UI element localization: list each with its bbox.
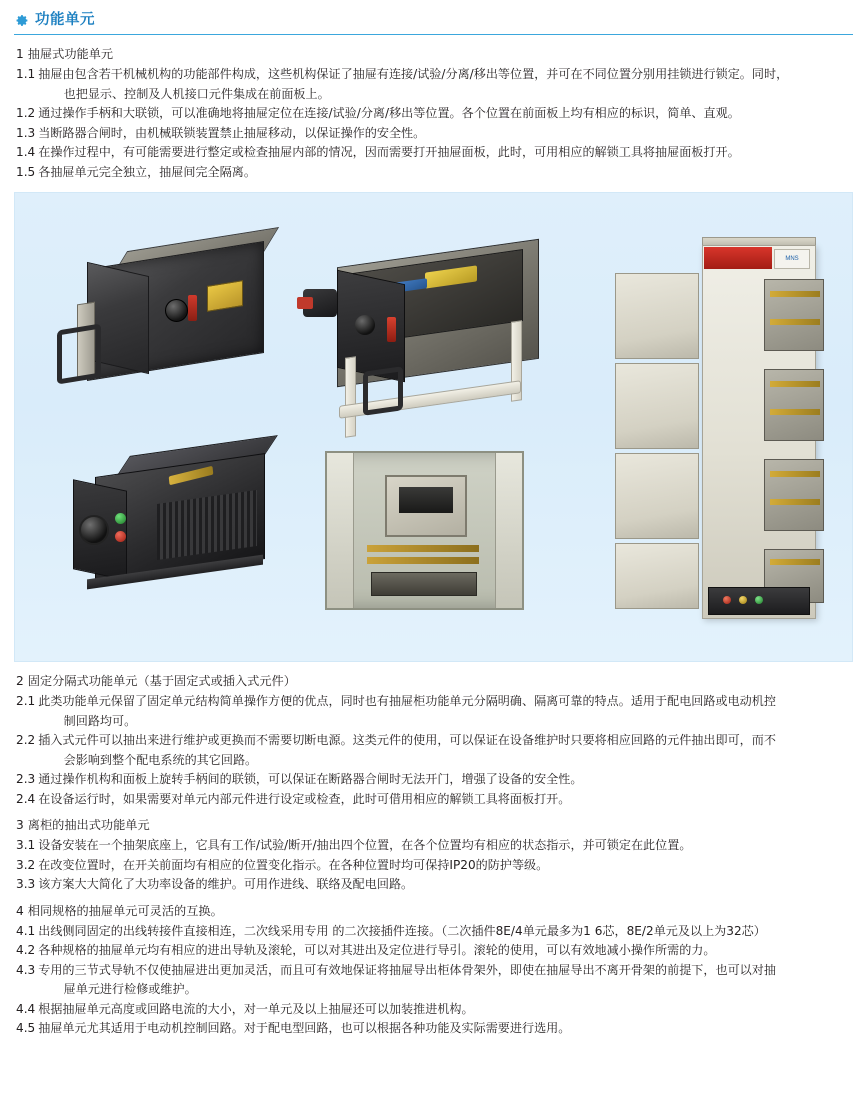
paragraph-4-2-text: 各种规格的抽屉单元均有相应的进出导轨及滚轮，可以对其进出及定位进行导引。滚轮的使用，可以有效地减小操作所需的力。 bbox=[38, 943, 716, 957]
red-lever-icon bbox=[188, 295, 197, 321]
section-3-heading bbox=[16, 815, 853, 835]
section-2-heading bbox=[16, 671, 853, 691]
paragraph-4-5-number: 4.5 bbox=[16, 1021, 36, 1035]
paragraph-4-3 bbox=[16, 961, 853, 1000]
paragraph-2-3-text: 通过操作机构和面板上旋转手柄间的联锁，可以保证在断路器合闸时无法开门，增强了设备的安全性。 bbox=[38, 772, 583, 786]
section-2-number: 2 bbox=[16, 674, 24, 688]
paragraph-3-2 bbox=[16, 856, 853, 876]
paragraph-1-5-text: 各抽屉单元完全独立，抽屉间完全隔离。 bbox=[38, 164, 256, 179]
paragraph-1-1 bbox=[16, 65, 853, 104]
paragraph-4-1-number: 4.1 bbox=[16, 923, 36, 938]
photo-mns-switchgear-cabinet bbox=[615, 233, 830, 633]
side-red-marker bbox=[297, 297, 313, 309]
paragraph-1-3-number: 1.3 bbox=[16, 125, 36, 140]
gear-icon bbox=[16, 12, 29, 25]
section-3-number: 3 bbox=[16, 818, 24, 832]
rotary-knob-icon bbox=[165, 299, 188, 322]
contactor-assembly bbox=[385, 475, 467, 537]
product-photo-panel bbox=[14, 192, 853, 662]
paragraph-1-5-number: 1.5 bbox=[16, 164, 36, 179]
paragraph-1-3 bbox=[16, 124, 853, 144]
section-1-title: 抽屉式功能单元 bbox=[27, 47, 114, 61]
brass-busbar bbox=[770, 381, 820, 387]
paragraph-3-1-text: 设备安装在一个抽架底座上，它具有工作/试验/断开/抽出四个位置，在各个位置均有相应的状态指示，并可锁定在此位置。 bbox=[38, 838, 692, 852]
paragraph-3-1 bbox=[16, 836, 853, 856]
compartment-door-left bbox=[327, 453, 354, 608]
section-3 bbox=[14, 815, 853, 895]
paragraph-1-5 bbox=[16, 163, 853, 183]
functional-unit-internal-3 bbox=[764, 459, 824, 531]
section-1 bbox=[14, 44, 853, 182]
paragraph-1-2-text: 通过操作手柄和大联锁，可以准确地将抽屉定位在连接/试验/分离/移出等位置。各个位置在前面板上均有相应的标识，简单、直观。 bbox=[38, 106, 740, 120]
drawer-handle bbox=[57, 324, 101, 385]
paragraph-4-5 bbox=[16, 1019, 853, 1039]
section-4 bbox=[14, 901, 853, 1039]
paragraph-3-1-number: 3.1 bbox=[16, 838, 36, 852]
cabinet-door-4 bbox=[615, 543, 699, 609]
paragraph-1-2 bbox=[16, 104, 853, 124]
paragraph-1-1-text: 抽屉由包含若干机械机构的功能部件构成，这些机构保证了抽屉有连接/试验/分离/移出等位置，并可在不同位置分别用挂锁进行锁定。同时， bbox=[38, 67, 789, 81]
brand-label: MNS bbox=[774, 249, 810, 269]
rotary-knob-icon bbox=[79, 515, 109, 545]
cabinet-control-panel bbox=[708, 587, 810, 615]
paragraph-1-4-text: 在操作过程中，有可能需要进行整定或检查抽屉内部的情况，因而需要打开抽屉面板，此时，可用相应的解锁工具将抽屉面板打开。 bbox=[38, 145, 740, 159]
stand-leg-left bbox=[345, 356, 356, 438]
paragraph-2-1-text: 此类功能单元保留了固定单元结构简单操作方便的优点，同时也有抽屉柜功能单元分隔明确、隔离可靠的特点。适用于配电回路或电动机控 bbox=[38, 694, 776, 708]
paragraph-4-2 bbox=[16, 941, 853, 961]
cabinet-red-band bbox=[704, 247, 772, 269]
paragraph-1-1-number: 1.1 bbox=[16, 67, 36, 81]
cabinet-door-1 bbox=[615, 273, 699, 359]
brass-busbar bbox=[770, 319, 820, 325]
section-2-title: 固定分隔式功能单元（基于固定式或插入式元件） bbox=[27, 674, 296, 688]
paragraph-1-2-number: 1.2 bbox=[16, 106, 36, 120]
paragraph-3-2-text: 在改变位置时，在开关前面均有相应的位置变化指示。在各种位置时均可保持IP20的防护等级。 bbox=[38, 857, 549, 872]
section-4-number: 4 bbox=[16, 903, 24, 918]
brass-busbar bbox=[367, 557, 479, 564]
brass-busbar bbox=[770, 499, 820, 505]
paragraph-2-4-number: 2.4 bbox=[16, 791, 36, 806]
red-indicator-icon bbox=[115, 531, 126, 542]
section-4-title: 相同规格的抽屉单元可灵活的互换。 bbox=[27, 903, 223, 918]
functional-unit-internal-1 bbox=[764, 279, 824, 351]
paragraph-2-2-text: 插入式元件可以抽出来进行维护或更换而不需要切断电源。这类元件的使用，可以保证在设备维护时只要将相应回路的元件抽出即可，而不 bbox=[38, 733, 776, 747]
cabinet-door-2 bbox=[615, 363, 699, 449]
photo-fixed-compartment-unit bbox=[325, 451, 524, 610]
section-1-number: 1 bbox=[16, 47, 24, 61]
section-2 bbox=[14, 671, 853, 809]
functional-unit-internal-2 bbox=[764, 369, 824, 441]
brass-busbar bbox=[770, 471, 820, 477]
paragraph-3-3 bbox=[16, 875, 853, 895]
brass-busbar bbox=[367, 545, 479, 552]
photo-withdrawable-unit-top-middle bbox=[315, 245, 545, 420]
rotary-knob-icon bbox=[355, 315, 375, 335]
amber-indicator-icon bbox=[739, 596, 747, 604]
paragraph-4-3-number: 4.3 bbox=[16, 962, 36, 977]
contactor-block bbox=[399, 487, 453, 513]
paragraph-2-1-continuation: 制回路均可。 bbox=[63, 713, 137, 728]
photo-drawer-unit-bottom-left bbox=[61, 455, 276, 590]
green-indicator-icon bbox=[115, 513, 126, 524]
paragraph-1-4 bbox=[16, 143, 853, 163]
paragraph-1-4-number: 1.4 bbox=[16, 145, 36, 159]
paragraph-2-3-number: 2.3 bbox=[16, 772, 36, 786]
brass-busbar bbox=[770, 291, 820, 297]
paragraph-3-3-number: 3.3 bbox=[16, 877, 36, 891]
paragraph-4-4 bbox=[16, 1000, 853, 1020]
paragraph-4-5-text: 抽屉单元尤其适用于电动机控制回路。对于配电型回路，也可以根据各种功能及实际需要进行选用。 bbox=[38, 1021, 571, 1035]
paragraph-2-2-continuation: 会影响到整个配电系统的其它回路。 bbox=[63, 752, 258, 767]
section-4-heading bbox=[16, 901, 853, 921]
page-header bbox=[14, 6, 853, 35]
red-lever-icon bbox=[387, 317, 396, 342]
paragraph-2-2-number: 2.2 bbox=[16, 733, 36, 747]
paragraph-4-1-text: 出线侧同固定的出线转接件直接相连，二次线采用专用 的二次接插件连接。（二次插件8E/4单元最多为1 6芯，8E/2单元及以上为32芯） bbox=[38, 923, 766, 938]
paragraph-4-3-text: 专用的三节式导轨不仅使抽屉进出更加灵活，而且可有效地保证将抽屉导出柜体骨架外，即使在抽屉导出不离开骨架的前提下，也可以对抽 bbox=[38, 962, 776, 977]
compartment-door-right bbox=[495, 453, 522, 608]
paragraph-3-3-text: 该方案大大简化了大功率设备的维护。可用作进线、联络及配电回路。 bbox=[38, 877, 414, 891]
paragraph-2-4 bbox=[16, 790, 853, 810]
paragraph-2-3 bbox=[16, 770, 853, 790]
paragraph-4-4-number: 4.4 bbox=[16, 1001, 36, 1016]
paragraph-1-1-continuation: 也把显示、控制及人机接口元件集成在前面板上。 bbox=[63, 86, 330, 101]
brass-busbar bbox=[770, 409, 820, 415]
page-title: 功能单元 bbox=[35, 12, 95, 28]
paragraph-4-4-text: 根据抽屉单元高度或回路电流的大小，对一单元及以上抽屉还可以加装推进机构。 bbox=[38, 1001, 474, 1016]
red-indicator-icon bbox=[723, 596, 731, 604]
section-3-title: 离柜的抽出式功能单元 bbox=[27, 818, 150, 832]
paragraph-3-2-number: 3.2 bbox=[16, 857, 36, 872]
paragraph-2-4-text: 在设备运行时，如果需要对单元内部元件进行设定或检查，此时可借用相应的解锁工具将面板打开。 bbox=[38, 791, 571, 806]
paragraph-2-2 bbox=[16, 731, 853, 770]
cabinet-door-3 bbox=[615, 453, 699, 539]
brass-busbar bbox=[770, 559, 820, 565]
paragraph-2-1 bbox=[16, 692, 853, 731]
paragraph-4-3-continuation: 屉单元进行检修或维护。 bbox=[63, 982, 197, 996]
section-1-heading bbox=[16, 44, 853, 64]
paragraph-2-1-number: 2.1 bbox=[16, 694, 36, 708]
drawer-handle bbox=[363, 366, 403, 416]
paragraph-4-1 bbox=[16, 922, 853, 942]
photo-drawer-unit-top-left bbox=[57, 255, 282, 400]
green-indicator-icon bbox=[755, 596, 763, 604]
paragraph-4-2-number: 4.2 bbox=[16, 943, 36, 957]
terminal-block bbox=[371, 572, 477, 596]
paragraph-1-3-text: 当断路器合闸时，由机械联锁装置禁止抽屉移动，以保证操作的安全性。 bbox=[38, 125, 426, 140]
